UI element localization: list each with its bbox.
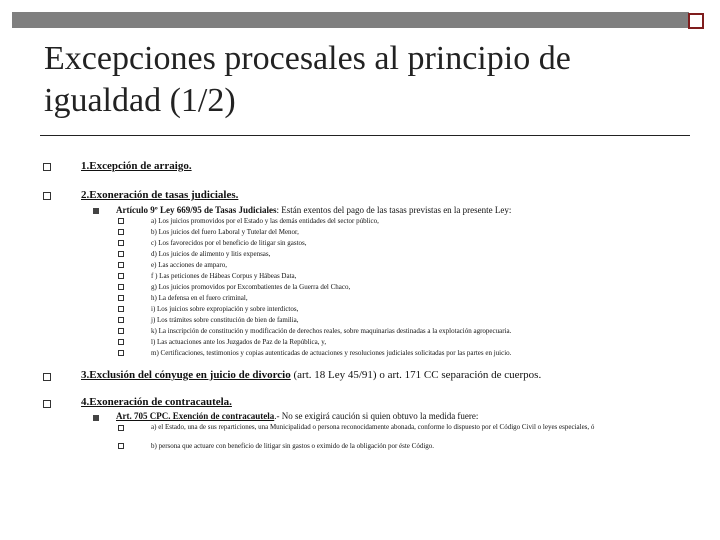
list-item: b) Los juicios del fuero Laboral y Tutelar del Menor,	[151, 228, 299, 236]
hollow-square-bullet-icon	[43, 400, 51, 408]
hollow-square-bullet-icon	[118, 339, 124, 345]
list-item: l) Las actuaciones ante los Juzgados de Paz de la República, y,	[151, 338, 327, 346]
hollow-square-bullet-icon	[118, 328, 124, 334]
list-item: m) Certificaciones, testimonios y copias autenticadas de actuaciones y resoluciones judiciales solicitadas por las partes en juicio.	[151, 349, 512, 357]
point-2-subpoint	[116, 205, 511, 216]
filled-square-bullet-icon	[93, 208, 99, 214]
hollow-square-bullet-icon	[118, 317, 124, 323]
list-item: j) Los trámites sobre constitución de bien de familia,	[151, 316, 299, 324]
list-item: e) Las acciones de amparo,	[151, 261, 227, 269]
list-item: k) La inscripción de constitución y modificación de derechos reales, sobre maquinarias destinadas a la explotación agropecuaria.	[151, 327, 512, 335]
list-item: h) La defensa en el fuero criminal,	[151, 294, 248, 302]
list-item: g) Los juicios promovidos por Excombatientes de la Guerra del Chaco,	[151, 283, 351, 291]
point-2-heading: 2.Exoneración de tasas judiciales.	[81, 189, 239, 201]
hollow-square-bullet-icon	[43, 163, 51, 171]
list-item: c) Los favorecidos por el beneficio de litigar sin gastos,	[151, 239, 307, 247]
point-1-heading: 1.Excepción de arraigo.	[81, 160, 192, 172]
hollow-square-bullet-icon	[118, 240, 124, 246]
hollow-square-bullet-icon	[118, 295, 124, 301]
hollow-square-bullet-icon	[118, 251, 124, 257]
point-1	[81, 160, 192, 173]
hollow-square-bullet-icon	[118, 306, 124, 312]
list-item: a) el Estado, una de sus reparticiones, una Municipalidad o persona reconocidamente abonada, conforme lo dispuesto por el Código Civil o leyes especiales, ó	[151, 423, 595, 431]
point-3-text: (art. 18 Ley 45/91) o art. 171 CC separación de cuerpos.	[290, 369, 542, 381]
point-4-sub-text: .- No se exigirá caución si quien obtuvo la medida fuere:	[274, 411, 479, 421]
point-4-heading: 4.Exoneración de contracautela.	[81, 396, 232, 408]
hollow-square-bullet-icon	[118, 273, 124, 279]
point-4-subpoint	[116, 411, 478, 422]
hollow-square-bullet-icon	[43, 192, 51, 200]
hollow-square-bullet-icon	[118, 443, 124, 449]
filled-square-bullet-icon	[93, 415, 99, 421]
hollow-square-bullet-icon	[118, 284, 124, 290]
hollow-square-bullet-icon	[118, 425, 124, 431]
point-4	[81, 396, 232, 409]
point-2-sub-text: : Están exentos del pago de las tasas previstas en la presente Ley:	[276, 205, 512, 215]
point-4-sub-lead: Art. 705 CPC. Exención de contracautela	[116, 411, 275, 421]
list-item: a) Los juicios promovidos por el Estado y las demás entidades del sector público,	[151, 217, 379, 225]
hollow-square-bullet-icon	[118, 262, 124, 268]
list-item: f ) Las peticiones de Hábeas Corpus y Hábeas Data,	[151, 272, 297, 280]
list-item: d) Los juicios de alimento y litis expensas,	[151, 250, 271, 258]
point-2-sub-lead: Artículo 9º Ley 669/95 de Tasas Judiciales	[116, 205, 277, 215]
point-3-heading: 3.Exclusión del cónyuge en juicio de divorcio	[81, 369, 291, 381]
hollow-square-bullet-icon	[43, 373, 51, 381]
hollow-square-bullet-icon	[118, 229, 124, 235]
slide-title: Excepciones procesales al principio de igualdad (1/2)	[44, 40, 571, 119]
point-3	[81, 369, 541, 382]
list-item: i) Los juicios sobre expropiación y sobre interdictos,	[151, 305, 299, 313]
hollow-square-bullet-icon	[118, 218, 124, 224]
list-item: b) persona que actuare con beneficio de litigar sin gastos o eximido de la obligación por éste Código.	[151, 442, 435, 450]
hollow-square-bullet-icon	[118, 350, 124, 356]
point-2	[81, 189, 238, 202]
